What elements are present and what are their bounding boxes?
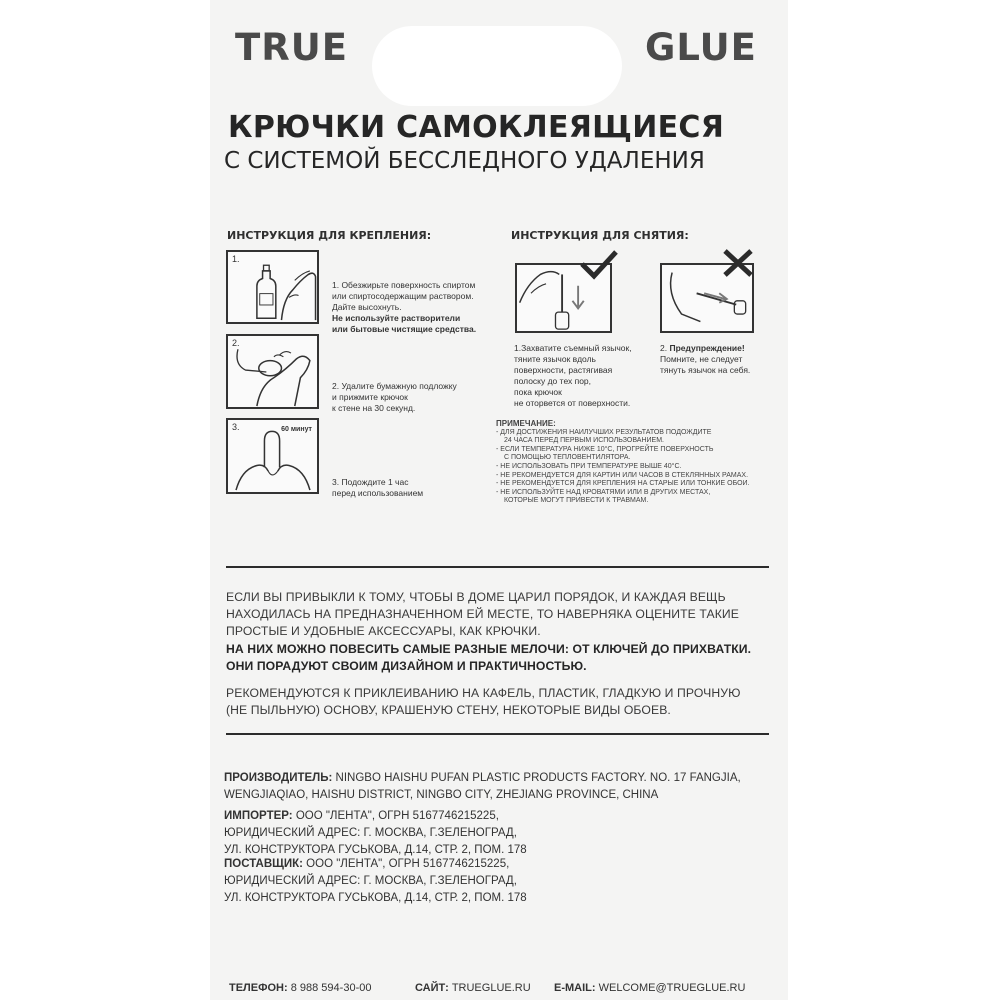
step-3-illustration <box>226 418 319 494</box>
step-3-number: 3. <box>232 422 240 432</box>
remove-instructions-heading: ИНСТРУКЦИЯ ДЛЯ СНЯТИЯ: <box>511 229 689 242</box>
step-1-illustration <box>226 250 319 324</box>
product-title: КРЮЧКИ САМОКЛЕЯЩИЕСЯ <box>228 110 725 145</box>
step-1-number: 1. <box>232 254 240 264</box>
contact-site: САЙТ: TRUEGLUE.RU <box>415 982 531 994</box>
description-paragraph-2: НА НИХ МОЖНО ПОВЕСИТЬ САМЫЕ РАЗНЫЕ МЕЛОЧИ: ОТ КЛЮЧЕЙ ДО ПРИХВАТКИ. ОНИ ПОРАДУЮТ СВОИМ ДИЗАЙНОМ И ПРАКТИЧНОСТЬЮ. <box>226 642 752 673</box>
importer-info: ИМПОРТЕР: ООО "ЛЕНТА", ОГРН 5167746215225, ЮРИДИЧЕСКИЙ АДРЕС: Г. МОСКВА, Г.ЗЕЛЕНОГРАД, УЛ. КОНСТРУКТОРА ГУСЬКОВА, Д.14, СТР. 2, ПОМ. 178 <box>224 810 527 856</box>
hang-hole <box>372 26 622 106</box>
warning-removal-text: 2. Предупреждение! Помните, не следует тянуть язычок на себя. <box>660 343 751 375</box>
supplier-info: ПОСТАВЩИК: ООО "ЛЕНТА", ОГРН 5167746215225, ЮРИДИЧЕСКИЙ АДРЕС: Г. МОСКВА, Г.ЗЕЛЕНОГРАД, УЛ. КОНСТРУКТОРА ГУСЬКОВА, Д.14, СТР. 2, ПОМ. 178 <box>224 858 527 904</box>
divider-top <box>226 566 769 568</box>
step-2-text: 2. Удалите бумажную подложку и прижмите крючок к стене на 30 секунд. <box>332 381 457 413</box>
contact-phone: ТЕЛЕФОН: 8 988 594-30-00 <box>229 982 372 994</box>
brand-logo-right: GLUE <box>645 26 757 69</box>
description-paragraph-1: ЕСЛИ ВЫ ПРИВЫКЛИ К ТОМУ, ЧТОБЫ В ДОМЕ ЦАРИЛ ПОРЯДОК, И КАЖДАЯ ВЕЩЬ НАХОДИЛАСЬ НА ПРЕДНАЗНАЧЕННОМ ЕЙ МЕСТЕ, ТО НАВЕРНЯКА ОЦЕНИТЕ ТАКИЕ ПРОСТЫЕ И УДОБНЫЕ АКСЕССУАРЫ, КАК КРЮЧКИ. <box>226 590 740 638</box>
mount-instructions-heading: ИНСТРУКЦИЯ ДЛЯ КРЕПЛЕНИЯ: <box>227 229 432 242</box>
manufacturer-info: ПРОИЗВОДИТЕЛЬ: NINGBO HAISHU PUFAN PLASTIC PRODUCTS FACTORY. NO. 17 FANGJIA, WENGJIAQIAO, HAISHU DISTRICT, NINGBO CITY, ZHEJIANG PROVINCE, CHINA <box>224 772 741 801</box>
timer-badge: 60 минут <box>281 426 312 433</box>
cleaning-bottle-icon <box>228 252 317 322</box>
description-paragraph-3: РЕКОМЕНДУЮТСЯ К ПРИКЛЕИВАНИЮ НА КАФЕЛЬ, ПЛАСТИК, ГЛАДКУЮ И ПРОЧНУЮ (НЕ ПЫЛЬНУЮ) ОСНОВУ, КРАШЕНУЮ СТЕНУ, НЕКОТОРЫЕ ВИДЫ ОБОЕВ. <box>226 686 741 717</box>
step-2-number: 2. <box>232 338 240 348</box>
product-subtitle: С СИСТЕМОЙ БЕССЛЕДНОГО УДАЛЕНИЯ <box>224 148 705 174</box>
contact-email: E-MAIL: WELCOME@TRUEGLUE.RU <box>554 982 746 994</box>
step-3-text: 3. Подождите 1 час перед использованием <box>332 477 424 498</box>
hand-pressing-hook-icon <box>228 336 317 407</box>
correct-removal-text: 1.Захватите съемный язычок, тяните язычок вдоль поверхности, растягивая полоску до тех пор, пока крючок не оторвется от поверхности. <box>514 343 632 408</box>
divider-bottom <box>226 733 769 735</box>
check-mark-icon <box>578 250 618 280</box>
step-1-text: 1. Обезжирьте поверхность спиртом или спиртосодержащим раствором. Дайте высохнуть. Не используйте растворители или бытовые чистящие средства. <box>332 280 477 334</box>
step-2-illustration <box>226 334 319 409</box>
cross-mark-icon <box>722 248 754 278</box>
brand-logo-left: TRUE <box>235 26 349 69</box>
notes-block: ПРИМЕЧАНИЕ: - ДЛЯ ДОСТИЖЕНИЯ НАИЛУЧШИХ РЕЗУЛЬТАТОВ ПОДОЖДИТЕ 24 ЧАСА ПЕРЕД ПЕРВЫМ ИСПОЛЬЗОВАНИЕМ. - ЕСЛИ ТЕМПЕРАТУРА НИЖЕ 10°C, ПРОГРЕЙТЕ ПОВЕРХНОСТЬ С ПОМОЩЬЮ ТЕПЛОВЕНТИЛЯТОРА. - НЕ ИСПОЛЬЗОВАТЬ ПРИ ТЕМПЕРАТУРЕ ВЫШЕ 40°C. - НЕ РЕКОМЕНДУЕТСЯ ДЛЯ КАРТИН ИЛИ ЧАСОВ В СТЕКЛЯННЫХ РАМАХ. - НЕ РЕКОМЕНДУЕТСЯ ДЛЯ КРЕПЛЕНИЯ НА СТАРЫЕ ИЛИ ТОНКИЕ ОБОИ. - НЕ ИСПОЛЬЗУЙТЕ НАД КРОВАТЯМИ ИЛИ В ДРУГИХ МЕСТАХ, КОТОРЫЕ МОГУТ ПРИВЕСТИ К ТРАВМАМ. <box>496 419 750 505</box>
